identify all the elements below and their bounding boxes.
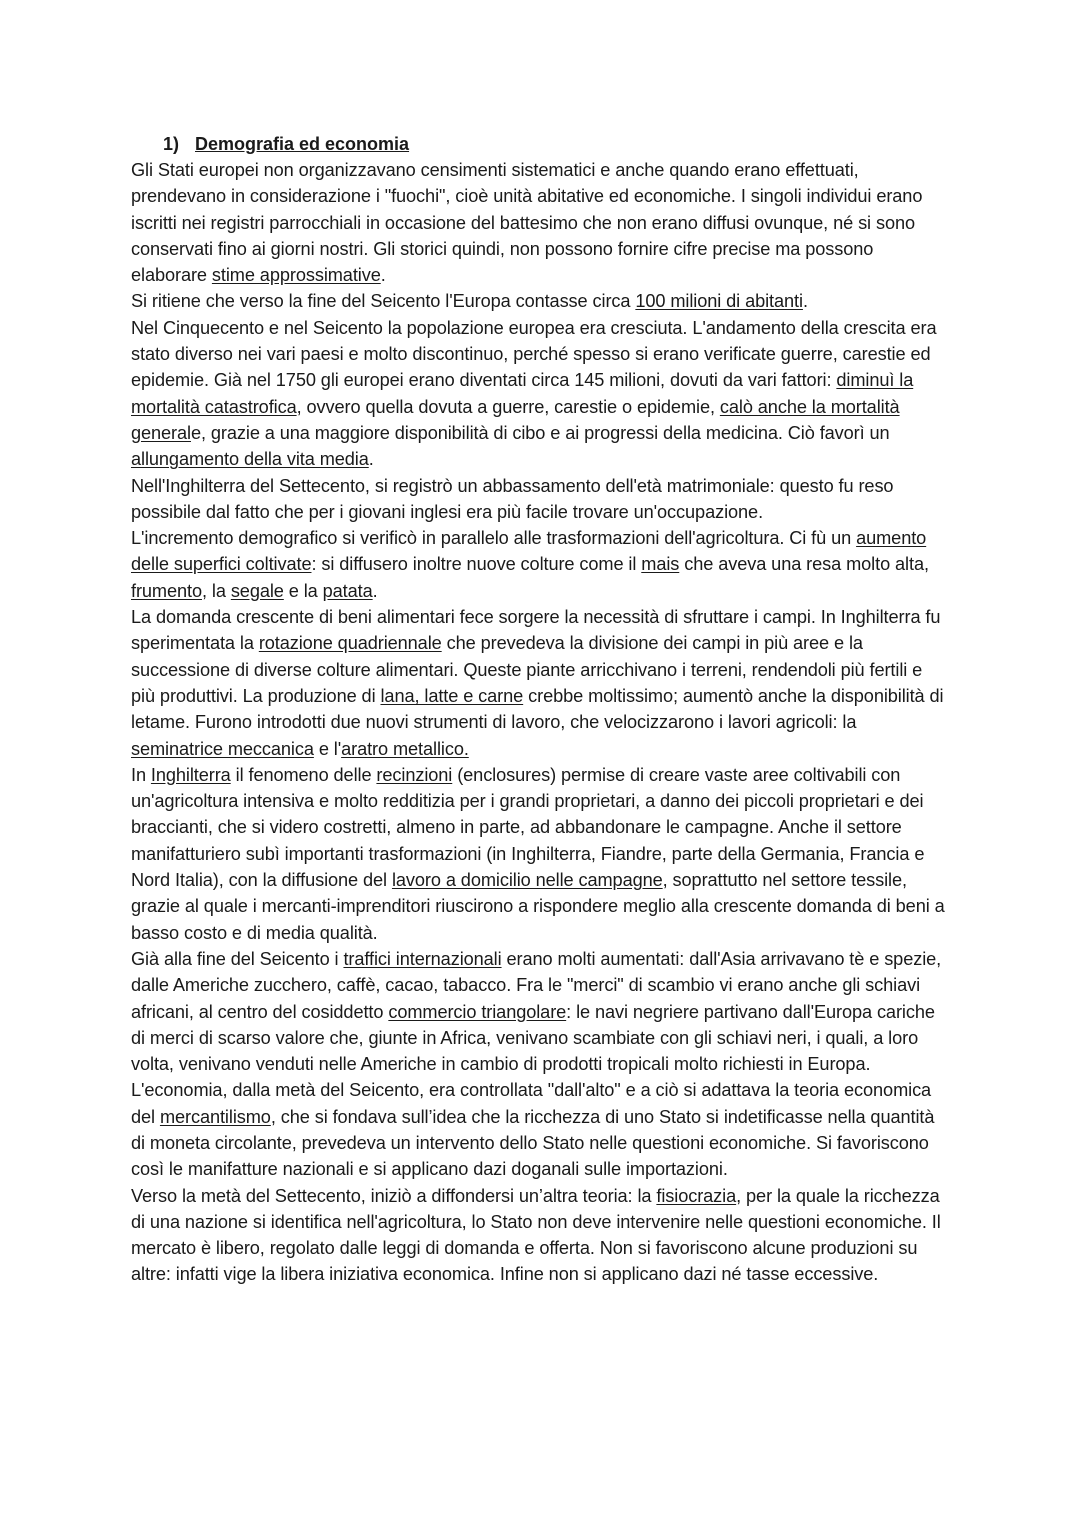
underlined-term: traffici internazionali xyxy=(343,948,502,969)
paragraph xyxy=(131,1183,951,1288)
section-number: 1) xyxy=(163,134,180,154)
paragraph xyxy=(131,473,951,526)
text-run: . xyxy=(380,265,386,286)
text-run: e, grazie a una maggiore disponibilità di cibo e ai progressi della medicina. Ciò favorì un xyxy=(190,422,890,443)
underlined-term: rotazione quadriennale xyxy=(258,633,442,654)
underlined-term: mercantilismo xyxy=(159,1106,271,1127)
text-run: La domanda crescente di beni alimentari fece sorgere la necessità di sfruttare i campi. In Inghilterra fu sperimentata la xyxy=(131,607,941,654)
text-run: , ovvero quella dovuta a guerre, carestie o epidemie, xyxy=(296,396,720,417)
text-run: Verso la metà del Settecento, iniziò a diffondersi un’altra teoria: la xyxy=(131,1185,657,1206)
paragraph xyxy=(131,946,951,1077)
underlined-term: commercio triangolare xyxy=(388,1001,567,1022)
text-run: , la xyxy=(201,580,231,601)
text-run: (enclosures) permise di creare vaste aree coltivabili con un'agricoltura intensiva e molto redditizia per i grandi proprietari, a danno dei piccoli proprietari e dei braccianti, che si videro costretti, almeno in parte, ad abbandonare le campagne. Anche il settore manifatturiero subì importanti trasformazioni (in Inghilterra, Fiandre, parte della Germania, Francia e Nord Italia), con la diffusione del xyxy=(131,764,925,891)
text-run: : le navi negriere partivano dall'Europa cariche di merci di scarso valore che, giunte in Africa, venivano scambiate con gli schiavi neri, i quali, a loro volta, venivano venduti nelle Americhe in cambio di prodotti tropicali molto richiesti in Europa. xyxy=(131,1001,935,1075)
underlined-term: lavoro a domicilio nelle campagne xyxy=(391,870,663,891)
underlined-term: lana, latte e carne xyxy=(380,685,524,706)
text-run: erano molti aumentati: dall'Asia arrivavano tè e spezie, dalle Americhe zucchero, caffè, cacao, tabacco. Fra le "merci" di scambio vi erano anche gli schiavi africani, al centro del cosiddetto xyxy=(131,948,942,1022)
section-heading xyxy=(163,131,951,157)
underlined-term: frumento xyxy=(131,580,202,601)
underlined-term: fisiocrazia xyxy=(656,1185,737,1206)
underlined-term: stime approssimative xyxy=(211,265,381,286)
text-run: crebbe moltissimo; aumentò anche la disponibilità di letame. Furono introdotti due nuovi strumenti di lavoro, che velocizzarono i lavori agricoli: la xyxy=(131,685,944,733)
text-run: Nell'Inghilterra del Settecento, si registrò un abbassamento dell'età matrimoniale: questo fu reso possibile dal fatto che per i giovani inglesi era più facile trovare un'occupazione. xyxy=(131,475,894,522)
text-run: . xyxy=(372,580,378,601)
underlined-term: recinzioni xyxy=(376,764,453,785)
document-body xyxy=(131,157,951,1288)
text-run: che prevedeva la divisione dei campi in più aree e la successione di diverse colture alimentari. Queste piante arricchivano i terreni, rendendoli più fertili e più produttivi. La produzione di xyxy=(131,633,923,706)
text-run: : si diffusero inoltre nuove colture come il xyxy=(311,554,642,575)
underlined-term: diminuì la mortalità catastrofica xyxy=(131,370,914,417)
text-run: . xyxy=(802,291,808,312)
text-run: . xyxy=(368,449,374,470)
underlined-term: calò anche la mortalità general xyxy=(131,396,900,443)
paragraph xyxy=(131,762,951,946)
paragraph xyxy=(131,157,951,288)
text-run: che aveva una resa molto alta, xyxy=(679,554,929,575)
text-run: L'economia, dalla metà del Seicento, era controllata "dall'alto" e a ciò si adattava la teoria economica del xyxy=(131,1080,932,1127)
underlined-term: 100 milioni di abitanti xyxy=(635,291,803,312)
text-run: Nel Cinquecento e nel Seicento la popolazione europea era cresciuta. L'andamento della crescita era stato diverso nei vari paesi e molto discontinuo, perché spesso si erano verificate guerre, carestie ed epidemie. Già nel 1750 gli europei erano diventati circa 145 milioni, dovuti da vari fattori: xyxy=(131,317,937,391)
paragraph xyxy=(131,1077,951,1182)
paragraph xyxy=(131,604,951,762)
text-run: , per la quale la ricchezza di una nazione si identifica nell'agricoltura, lo Stato non deve intervenire nelle questioni economiche. Il mercato è libero, regolato dalle leggi di domanda e offerta. Non si favoriscono alcune produzioni su altre: infatti vige la libera iniziativa economica. Infine non si applicano dazi né tasse eccessive. xyxy=(131,1185,941,1285)
underlined-term: aumento delle superfici coltivate xyxy=(131,528,927,575)
text-run: L'incremento demografico si verificò in parallelo alle trasformazioni dell'agricoltura. Ci fù un xyxy=(131,528,857,549)
text-run: e l' xyxy=(313,738,342,759)
document-page xyxy=(131,131,951,1288)
underlined-term: segale xyxy=(230,580,284,601)
underlined-term: mais xyxy=(641,554,680,575)
text-run: Si ritiene che verso la fine del Seicento l'Europa contasse circa xyxy=(131,291,636,312)
text-run: In xyxy=(131,764,151,785)
text-run: , soprattutto nel settore tessile, grazie al quale i mercanti-imprenditori riuscirono a rispondere meglio alla crescente domanda di beni a basso costo e di media qualità. xyxy=(131,870,945,943)
text-run: il fenomeno delle xyxy=(230,764,377,785)
text-run: Gli Stati europei non organizzavano censimenti sistematici e anche quando erano effettuati, prendevano in considerazione i "fuochi", cioè unità abitative ed economiche. I singoli individui erano iscritti nei registri parrocchiali in occasione del battesimo che non erano diffusi ovunque, né si sono conservati fino ai giorni nostri. Gli storici quindi, non possono fornire cifre precise ma possono elaborare xyxy=(131,160,923,286)
underlined-term: allungamento della vita media xyxy=(131,449,369,470)
text-run: , che si fondava sull’idea che la ricchezza di uno Stato si indetificasse nella quantità di moneta circolante, prevedeva un intervento dello Stato nelle questioni economiche. Si favoriscono così le manifatture nazionali e si applicano dazi doganali sulle importazioni. xyxy=(131,1106,935,1180)
paragraph xyxy=(131,525,951,604)
underlined-term: aratro metallico. xyxy=(341,738,469,759)
paragraph xyxy=(131,315,951,473)
underlined-term: patata xyxy=(322,580,373,601)
text-run: e la xyxy=(283,580,323,601)
text-run: Già alla fine del Seicento i xyxy=(131,948,344,969)
section-title: Demografia ed economia xyxy=(195,134,410,154)
paragraph xyxy=(131,288,951,314)
underlined-term: seminatrice meccanica xyxy=(131,738,314,759)
underlined-term: Inghilterra xyxy=(150,764,231,785)
